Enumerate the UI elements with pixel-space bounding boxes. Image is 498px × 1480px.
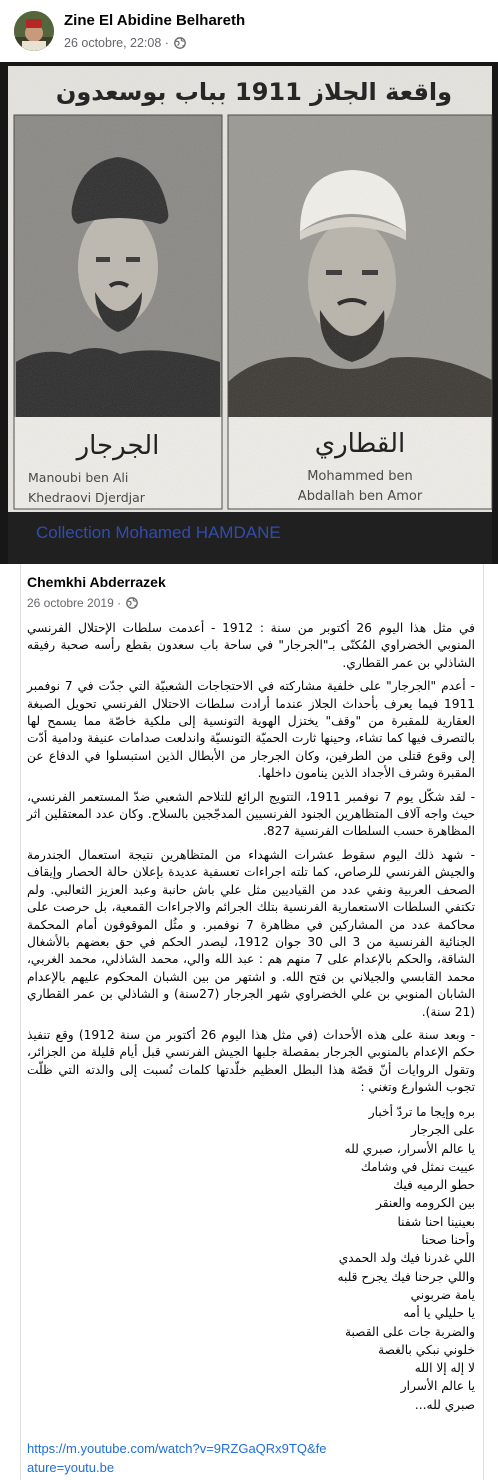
poem-line: عييت نمثل في وشامك [360, 1159, 475, 1174]
right-arabic-name: القطاري [314, 429, 406, 459]
shared-post-author[interactable]: Chemkhi Abderrazek [27, 574, 166, 590]
globe-icon[interactable] [126, 597, 138, 612]
paragraph: - وبعد سنة على هذه الأحداث (في مثل هذا اليوم 26 أكتوبر من سنة 1912) وقع تنفيذ حكم الإعدام بالمنوبي الجرجار بمقصلة جلبها الجيش الفرنسي قبل أيام قليلة من الجزائر، وتقول الروايات أنّ قصّة هذا البطل العظيم خلّدتها كلمات نُسبت إلى والدته التي ظلّت تجوب الشوارع وتغني : [27, 1027, 475, 1095]
post-header [0, 0, 498, 62]
poem-line: وأحنا صحنا [421, 1233, 475, 1248]
poem-line: يا حليلي يا أمه [403, 1306, 475, 1321]
poem-line: بره وإيجا ما تردّ أخبار [368, 1105, 475, 1119]
poem-line: والضربة جات على القصبة [344, 1324, 475, 1339]
shared-post-date[interactable]: 26 octobre 2019 [27, 596, 114, 610]
poem-line: لا إله إلا الله [414, 1361, 475, 1376]
post-author[interactable]: Zine El Abidine Belhareth [64, 12, 246, 29]
photo-watermark: Collection Mohamed HAMDANE [36, 523, 281, 542]
paragraph: في مثل هذا اليوم 26 أكتوبر من سنة : 1912 - أعدمت سلطات الإحتلال الفرنسي المنوبي الخضراوي المُكنّى بـ"الجرجار" في ساحة باب سعدون بقطع رأسه صحبة رفيقه الشاذلي بن عمر القطاري. [27, 621, 475, 670]
right-latin-line2: Abdallah ben Amor [297, 489, 423, 504]
photo-title: واقعة الجلاز 1911 بباب بوسعدون [55, 78, 453, 106]
poem-line: خلوني نبكي بالغصة [378, 1342, 475, 1357]
shared-post-text [27, 620, 475, 1103]
globe-icon[interactable] [174, 37, 186, 52]
left-latin-line2: Khedraovi Djerdjar [28, 490, 145, 505]
youtube-link[interactable]: https://m.youtube.com/watch?v=9RZGaQRx9TQ&feature=youtu.be [27, 1441, 327, 1475]
poem-line: بعينينا احنا شفنا [397, 1214, 475, 1229]
post-photo[interactable] [0, 62, 498, 564]
poem-line: اللي غدرنا فيك ولد الحمدي [338, 1251, 475, 1266]
left-arabic-name: الجرجار [76, 431, 160, 461]
poem-line: بين الكرومه والعنقر [375, 1196, 475, 1211]
right-latin-line1: Mohammed ben [307, 469, 413, 484]
poem-line: صبري لله... [414, 1397, 475, 1412]
avatar[interactable] [14, 11, 54, 51]
left-latin-line1: Manoubi ben Ali [28, 470, 129, 485]
avatar-image [14, 11, 54, 51]
poem-line: يامة ضربوني [410, 1287, 475, 1302]
poem-line: على الجرجار [410, 1123, 475, 1138]
poem [27, 1103, 475, 1414]
poem-line: يا عالم الأسرار، صبري لله [344, 1141, 475, 1156]
poem-line: يا عالم الأسرار [400, 1379, 475, 1394]
paragraph: - شهد ذلك اليوم سقوط عشرات الشهداء من المتظاهرين نتيجة استعمال الجندرمة والجيش الفرنسي للرصاص، كما تلته اجراءات تعسفية عديدة بإعلان حالة الحصار وإيقاف الصحف العربية ونفي عدد من القياديين مثل علي باش حانبة وعبد العزيز الثعالبي. ولم تكتفي السلطات الاستعمارية الفرنسية بتلك الجرائم والاجراءات القمعية، بل حرصت على محاكمة عدد من المشاركين في مظاهرة 7 نوفمبر. و مثُل الموقوفون أمام المحكمة الجنائية الفرنسية من 3 الى 30 جوان 1912، ليصدر الحكم في حق بعضهم بالأشغال الشاقة، والحكم بالإعدام على 7 منهم هم : عبد الله والي، محمد الشاذلي، محمد الغربي، محمد القابسي والجيلاني بن فتح الله. و اشتهر من بين الشبان المحكوم عليهم بالإعدام الشابان المنوبي بن علي الخضراوي شهر الجرجار (27سنة) و الشاذلي بن عمر القطاري (21 سنة). [27, 847, 476, 1019]
paragraph: - لقد شكّل يوم 7 نوفمبر 1911، التتويج الرائع للتلاحم الشعبي ضدّ المستعمر الفرنسي، حيث واجه آلاف المتظاهرين الجنود الفرنسيين المدجّجين بالسلاح. وكان عدد المعتقلين اثر المظاهرة حسب السلطات الفرنسية 827. [27, 789, 476, 839]
paragraph: - أعدم "الجرجار" على خلفية مشاركته في الاحتجاجات الشعبيّة التي جدّت في 7 نوفمبر 1911 فيما يعرف بأحداث الجلاز عندما أرادت سلطات الاحتلال الفرنسي تحويل الصبغة العقارية للمقبرة من "وقف" يختزل الهوية التونسية إلى ملكية خاصّة مما يسمح لها بالتصرف فيها كما تشاء، وحينها ثارت الحميّة التونسيّة واندلعت صدامات عنيفة ودامية أدّت إلى وقوع قتلى من الطرفين، وكان الجرجار من الأبطال الذين استبسلوا في الدفاع عن المقبرة وشرف الأجداد الذين ينامون داخلها. [27, 679, 475, 781]
post-date[interactable]: 26 octobre, 22:08 [64, 36, 162, 50]
poem-line: حطو الرميه فيك [393, 1178, 475, 1193]
historical-photo [0, 62, 498, 564]
post-meta: 26 octobre, 22:08 · [64, 36, 186, 52]
poem-line: واللي جرحنا فيك يجرح قلبه [337, 1269, 475, 1284]
shared-post-meta: 26 octobre 2019 · [27, 596, 138, 612]
